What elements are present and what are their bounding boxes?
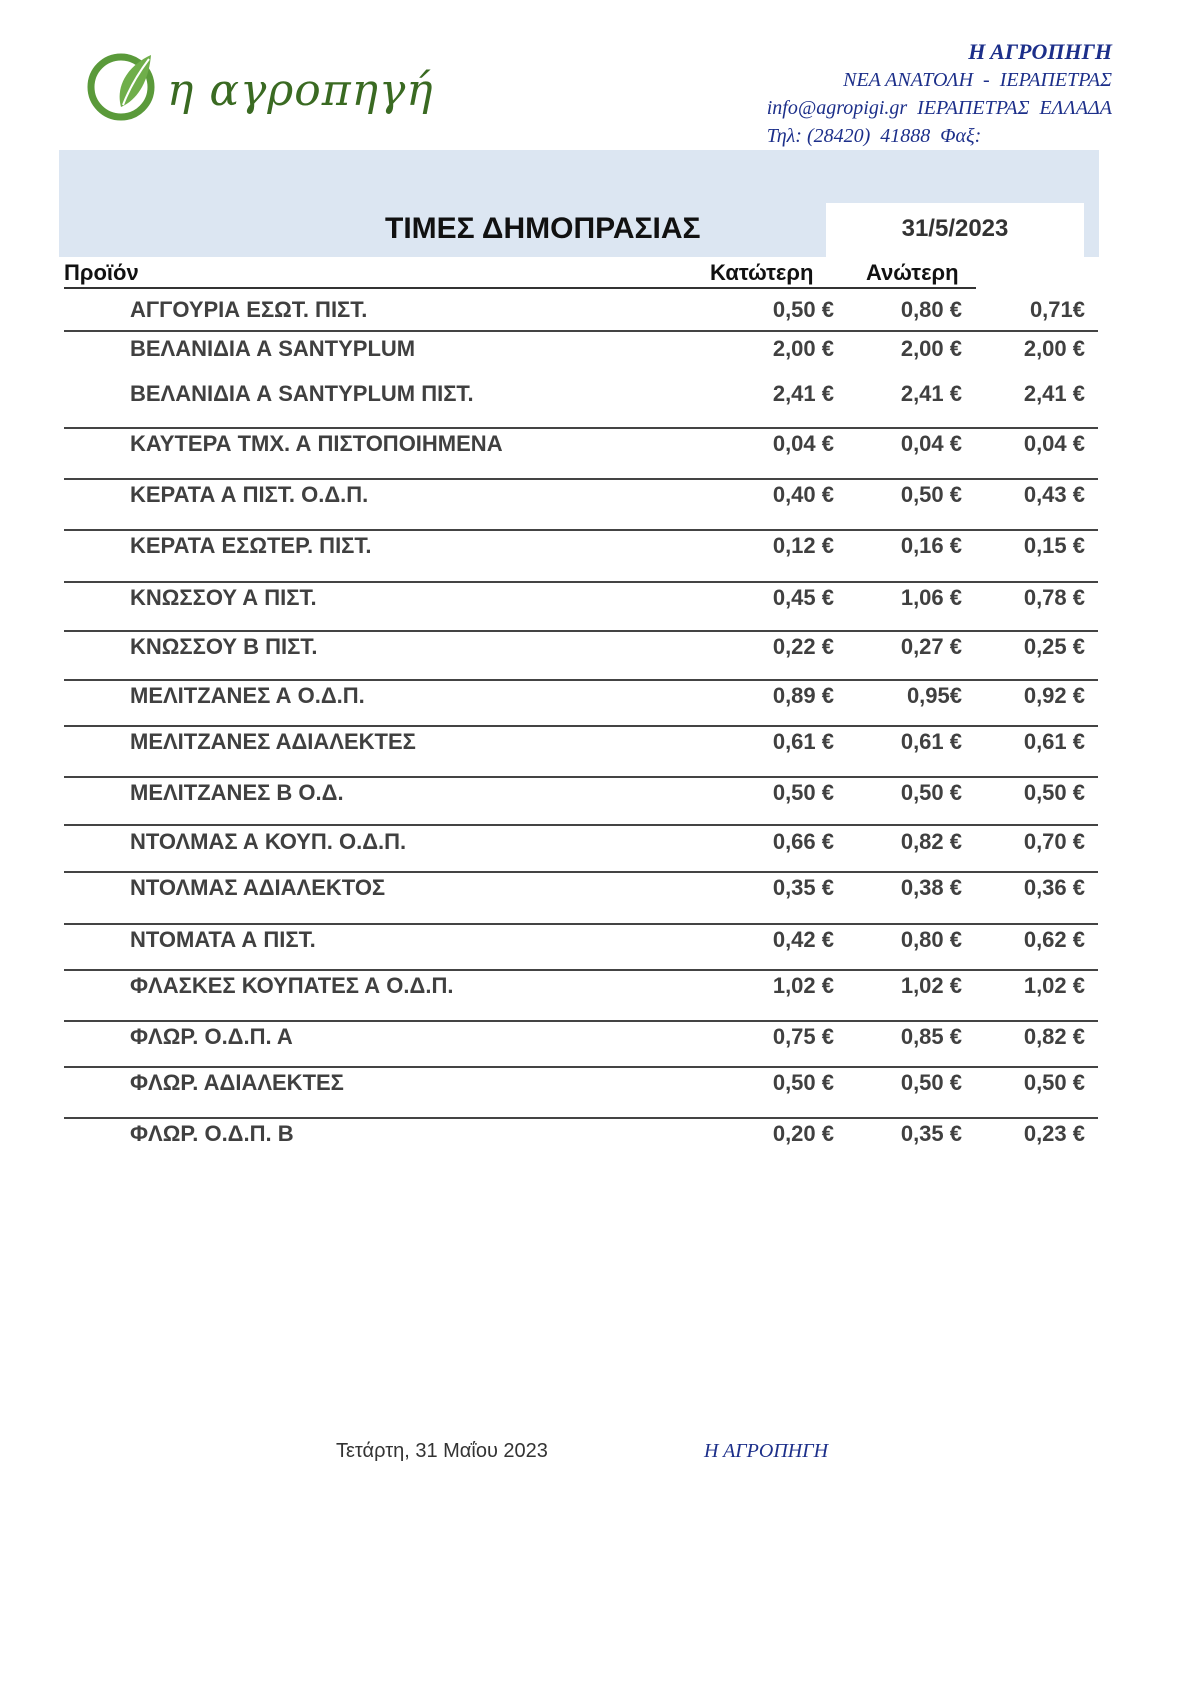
price-high: 0,35 € xyxy=(900,1121,962,1146)
price-low: 0,35 € xyxy=(772,875,834,900)
table-row xyxy=(0,973,1200,1013)
price-low: 2,41 € xyxy=(772,381,834,406)
price-low: 0,04 € xyxy=(772,431,834,456)
price-high: 0,50 € xyxy=(900,1070,962,1095)
leaf-circle-icon xyxy=(85,45,165,125)
logo-text: η αγροπηγή xyxy=(167,65,434,116)
price-high: 0,80 € xyxy=(900,297,962,322)
price-high: 0,27 € xyxy=(900,634,962,659)
price-low: 0,66 € xyxy=(772,829,834,854)
price-high: 0,04 € xyxy=(900,431,962,456)
price-high: 0,50 € xyxy=(900,482,962,507)
company-info xyxy=(767,38,1112,150)
price-high: 0,95€ xyxy=(906,683,962,708)
price-average: 0,71€ xyxy=(1029,297,1085,322)
product-name: ΦΛΑΣΚΕΣ ΚΟΥΠΑΤΕΣ Α Ο.Δ.Π. xyxy=(130,973,454,998)
table-row xyxy=(0,683,1200,723)
price-low: 0,50 € xyxy=(772,1070,834,1095)
row-divider xyxy=(64,478,1098,480)
table-row xyxy=(0,634,1200,674)
price-high: 0,82 € xyxy=(900,829,962,854)
product-name: ΦΛΩΡ. Ο.Δ.Π. Α xyxy=(130,1024,293,1049)
price-average: 0,82 € xyxy=(1023,1024,1085,1049)
row-divider xyxy=(64,969,1098,971)
price-low: 0,50 € xyxy=(772,297,834,322)
price-high: 0,38 € xyxy=(900,875,962,900)
product-name: ΒΕΛΑΝΙΔΙΑ Α SANTYPLUM ΠΙΣΤ. xyxy=(130,381,474,406)
product-name: ΜΕΛΙΤΖΑΝΕΣ Β Ο.Δ. xyxy=(130,780,344,805)
table-row xyxy=(0,927,1200,967)
company-contact: info@agropigi.gr ΙΕΡΑΠΕΤΡΑΣ ΕΛΛΑΔΑ xyxy=(766,97,1112,119)
company-phone: Τηλ: (28420) 41888 Φαξ: xyxy=(766,125,982,147)
row-divider xyxy=(64,871,1098,873)
column-header-low: Κατώτερη xyxy=(710,260,814,285)
row-divider xyxy=(64,427,1098,429)
price-low: 0,45 € xyxy=(772,585,834,610)
table-row xyxy=(0,1024,1200,1064)
product-name: ΝΤΟΛΜΑΣ ΑΔΙΑΛΕΚΤΟΣ xyxy=(130,875,386,900)
price-high: 1,02 € xyxy=(900,973,962,998)
price-average: 0,36 € xyxy=(1023,875,1085,900)
table-row xyxy=(0,533,1200,573)
table-row xyxy=(0,829,1200,869)
product-name: ΚΑΥΤΕΡΑ ΤΜΧ. Α ΠΙΣΤΟΠΟΙΗΜΕΝΑ xyxy=(130,431,503,456)
price-low: 1,02 € xyxy=(772,973,834,998)
price-average: 0,92 € xyxy=(1023,683,1085,708)
price-high: 0,80 € xyxy=(900,927,962,952)
price-average: 0,43 € xyxy=(1023,482,1085,507)
header-divider xyxy=(64,287,976,289)
product-name: ΝΤΟΜΑΤΑ Α ΠΙΣΤ. xyxy=(130,927,316,952)
footer-date: Τετάρτη, 31 Μαΐου 2023 xyxy=(336,1440,548,1462)
price-low: 0,40 € xyxy=(772,482,834,507)
report-date: 31/5/2023 xyxy=(826,203,1084,257)
price-average: 2,00 € xyxy=(1023,336,1085,361)
row-divider xyxy=(64,824,1098,826)
product-name: ΚΕΡΑΤΑ Α ΠΙΣΤ. Ο.Δ.Π. xyxy=(130,482,369,507)
table-row xyxy=(0,729,1200,769)
price-low: 0,61 € xyxy=(772,729,834,754)
footer-company: Η ΑΓΡΟΠΗΓΗ xyxy=(704,1440,829,1462)
table-row xyxy=(0,431,1200,471)
price-low: 0,12 € xyxy=(772,533,834,558)
price-average: 0,62 € xyxy=(1023,927,1085,952)
product-name: ΚΝΩΣΣΟΥ Β ΠΙΣΤ. xyxy=(130,634,318,659)
company-name: Η ΑΓΡΟΠΗΓΗ xyxy=(968,39,1112,64)
price-average: 0,78 € xyxy=(1023,585,1085,610)
price-high: 0,85 € xyxy=(900,1024,962,1049)
price-average: 0,50 € xyxy=(1023,1070,1085,1095)
price-average: 0,70 € xyxy=(1023,829,1085,854)
row-divider xyxy=(64,529,1098,531)
product-name: ΑΓΓΟΥΡΙΑ ΕΣΩΤ. ΠΙΣΤ. xyxy=(130,297,368,322)
price-high: 0,50 € xyxy=(900,780,962,805)
price-low: 0,42 € xyxy=(772,927,834,952)
price-high: 0,61 € xyxy=(900,729,962,754)
report-title: ΤΙΜΕΣ ΔΗΜΟΠΡΑΣΙΑΣ xyxy=(385,212,701,245)
row-divider xyxy=(64,776,1098,778)
row-divider xyxy=(64,1117,1098,1119)
price-low: 0,50 € xyxy=(772,780,834,805)
price-average: 1,02 € xyxy=(1023,973,1085,998)
price-average: 0,25 € xyxy=(1023,634,1085,659)
row-divider xyxy=(64,330,1098,332)
price-average: 0,04 € xyxy=(1023,431,1085,456)
price-low: 2,00 € xyxy=(772,336,834,361)
company-logo xyxy=(85,45,434,135)
price-low: 0,20 € xyxy=(772,1121,834,1146)
price-low: 0,75 € xyxy=(772,1024,834,1049)
table-row xyxy=(0,482,1200,522)
price-high: 2,41 € xyxy=(900,381,962,406)
row-divider xyxy=(64,630,1098,632)
table-row xyxy=(0,336,1200,376)
table-row xyxy=(0,585,1200,625)
price-low: 0,22 € xyxy=(772,634,834,659)
table-row xyxy=(0,1121,1200,1161)
price-high: 2,00 € xyxy=(900,336,962,361)
table-row xyxy=(0,381,1200,421)
row-divider xyxy=(64,581,1098,583)
row-divider xyxy=(64,923,1098,925)
price-average: 0,50 € xyxy=(1023,780,1085,805)
table-row xyxy=(0,875,1200,915)
price-high: 0,16 € xyxy=(900,533,962,558)
row-divider xyxy=(64,1066,1098,1068)
company-address: ΝΕΑ ΑΝΑΤΟΛΗ - ΙΕΡΑΠΕΤΡΑΣ xyxy=(843,69,1112,91)
price-average: 2,41 € xyxy=(1023,381,1085,406)
price-average: 0,61 € xyxy=(1023,729,1085,754)
price-average: 0,15 € xyxy=(1023,533,1085,558)
product-name: ΒΕΛΑΝΙΔΙΑ Α SANTYPLUM xyxy=(130,336,416,361)
price-average: 0,23 € xyxy=(1023,1121,1085,1146)
product-name: ΜΕΛΙΤΖΑΝΕΣ Α Ο.Δ.Π. xyxy=(130,683,365,708)
table-row xyxy=(0,1070,1200,1110)
product-name: ΦΛΩΡ. Ο.Δ.Π. Β xyxy=(130,1121,294,1146)
product-name: ΝΤΟΛΜΑΣ Α ΚΟΥΠ. Ο.Δ.Π. xyxy=(130,829,407,854)
row-divider xyxy=(64,725,1098,727)
product-name: ΚΕΡΑΤΑ ΕΣΩΤΕΡ. ΠΙΣΤ. xyxy=(130,533,372,558)
price-low: 0,89 € xyxy=(772,683,834,708)
table-row xyxy=(0,780,1200,820)
product-name: ΜΕΛΙΤΖΑΝΕΣ ΑΔΙΑΛΕΚΤΕΣ xyxy=(130,729,416,754)
column-header-high: Ανώτερη xyxy=(866,260,959,285)
product-name: ΦΛΩΡ. ΑΔΙΑΛΕΚΤΕΣ xyxy=(130,1070,344,1095)
product-name: ΚΝΩΣΣΟΥ Α ΠΙΣΤ. xyxy=(130,585,317,610)
column-header-product: Προϊόν xyxy=(64,260,139,285)
row-divider xyxy=(64,679,1098,681)
row-divider xyxy=(64,1020,1098,1022)
price-high: 1,06 € xyxy=(900,585,962,610)
